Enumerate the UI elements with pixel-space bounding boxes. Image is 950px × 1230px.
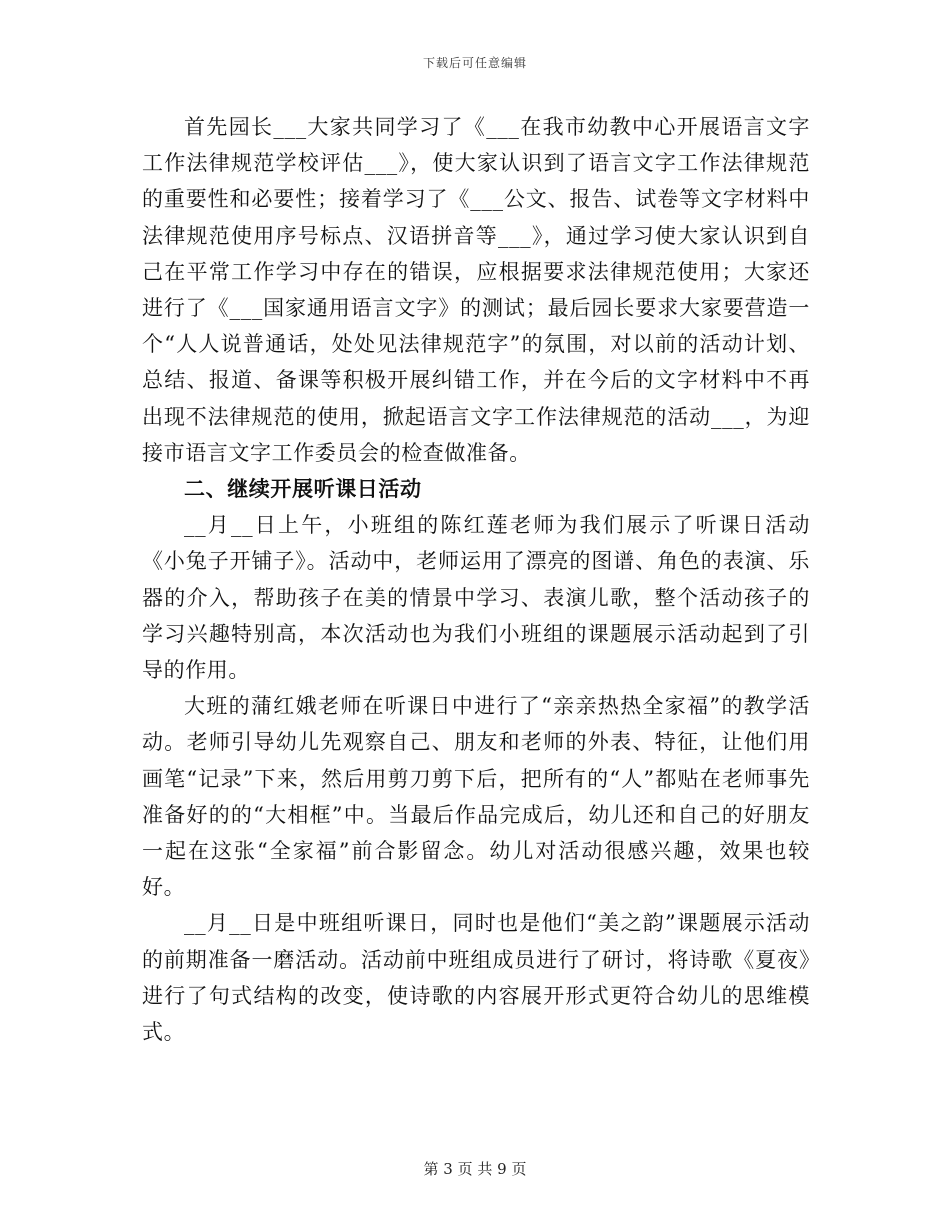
section-heading-listening-day: 二、继续开展听课日活动 (184, 477, 422, 502)
paragraph-big-class: 大班的蒲红娥老师在听课日中进行了“亲亲热热全家福”的教学活动。老师引导幼儿先观察自己、朋友和老师的外表、特征，让他们用画笔“记录”下来，然后用剪刀剪下后，把所有的“人”都贴在老师事先准备好的的“大相框”中。当最后作品完成后，幼儿还和自己的好朋友一起在这张“全家福”前合影留念。幼儿对活动很感兴趣，效果也较好。 (142, 694, 810, 900)
page-header-note: 下载后可任意编辑 (422, 56, 527, 70)
paragraph-middle-class: __月__日是中班组听课日，同时也是他们“美之韵”课题展示活动的前期准备一磨活动。活动前中班组成员进行了研讨，将诗歌《夏夜》进行了句式结构的改变，使诗歌的内容展开形式更符合幼儿的思维模式。 (142, 911, 810, 1045)
document-body (142, 109, 810, 1050)
paragraph-study-session: 首先园长___大家共同学习了《___在我市幼教中心开展语言文字工作法律规范学校评估___》，使大家认识到了语言文字工作法律规范的重要性和必要性；接着学习了《___公文、报告、试卷等文字材料中法律规范使用序号标点、汉语拼音等___》，通过学习使大家认识到自己在平常工作学习中存在的错误，应根据要求法律规范使用；大家还进行了《___国家通用语言文字》的测试；最后园长要求大家要营造一个“人人说普通话，处处见法律规范字”的氛围，对以前的活动计划、总结、报道、备课等积极开展纠错工作，并在今后的文字材料中不再出现不法律规范的使用，掀起语言文字工作法律规范的活动___，为迎接市语言文字工作委员会的检查做准备。 (142, 115, 810, 465)
page-number: 第 3 页 共 9 页 (423, 1160, 527, 1178)
paragraph-small-class: __月__日上午，小班组的陈红莲老师为我们展示了听课日活动《小兔子开铺子》。活动中，老师运用了漂亮的图谱、角色的表演、乐器的介入，帮助孩子在美的情景中学习、表演儿歌，整个活动孩子的学习兴趣特别高，本次活动也为我们小班组的课题展示活动起到了引导的作用。 (142, 513, 810, 683)
